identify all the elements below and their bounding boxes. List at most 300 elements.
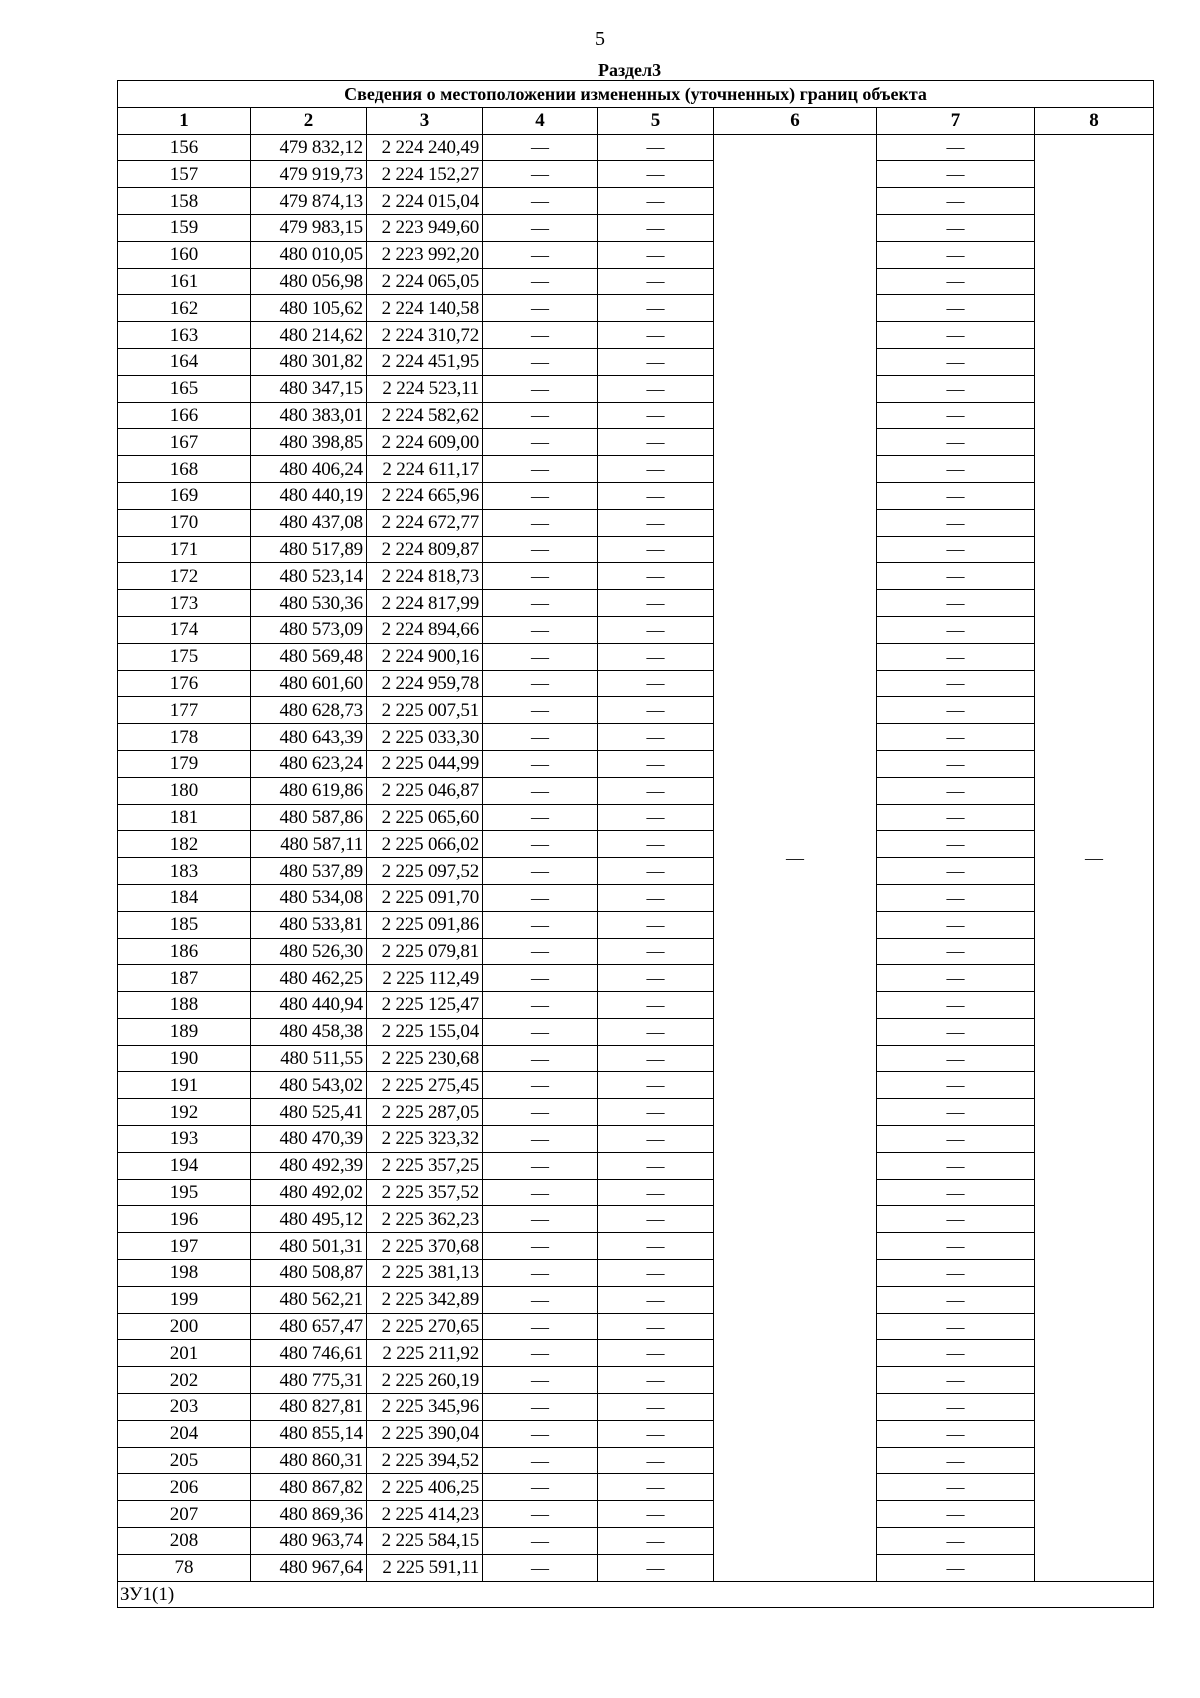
column-header: 4: [483, 107, 598, 134]
table-row: [118, 241, 1154, 268]
table-row: [118, 188, 1154, 215]
y-coordinate-cell: 2 224 894,66: [367, 616, 483, 643]
col5-dash-cell: —: [598, 1260, 714, 1287]
x-coordinate-cell: 480 530,36: [251, 590, 367, 617]
x-coordinate-cell: 480 746,61: [251, 1340, 367, 1367]
table-row: [118, 1501, 1154, 1528]
y-coordinate-cell: 2 225 414,23: [367, 1501, 483, 1528]
col4-dash-cell: —: [483, 1233, 598, 1260]
x-coordinate-cell: 480 623,24: [251, 750, 367, 777]
point-number-cell: 178: [118, 724, 251, 751]
col5-dash-cell: —: [598, 456, 714, 483]
col5-dash-cell: —: [598, 1286, 714, 1313]
table-row: [118, 268, 1154, 295]
col7-dash-cell: —: [877, 1152, 1035, 1179]
point-number-cell: 194: [118, 1152, 251, 1179]
y-coordinate-cell: 2 225 357,25: [367, 1152, 483, 1179]
point-number-cell: 204: [118, 1420, 251, 1447]
y-coordinate-cell: 2 224 809,87: [367, 536, 483, 563]
table-row: [118, 911, 1154, 938]
col7-dash-cell: —: [877, 188, 1035, 215]
table-row: [118, 831, 1154, 858]
col7-dash-cell: —: [877, 456, 1035, 483]
col4-dash-cell: —: [483, 429, 598, 456]
col5-dash-cell: —: [598, 777, 714, 804]
col4-dash-cell: —: [483, 348, 598, 375]
table-row: [118, 858, 1154, 885]
table-row: [118, 724, 1154, 751]
col5-dash-cell: —: [598, 1367, 714, 1394]
table-row: [118, 590, 1154, 617]
point-number-cell: 158: [118, 188, 251, 215]
col4-dash-cell: —: [483, 1206, 598, 1233]
x-coordinate-cell: 480 543,02: [251, 1072, 367, 1099]
col7-dash-cell: —: [877, 268, 1035, 295]
column-header: 8: [1035, 107, 1154, 134]
col7-dash-cell: —: [877, 1394, 1035, 1421]
table-row: [118, 1018, 1154, 1045]
y-coordinate-cell: 2 225 033,30: [367, 724, 483, 751]
col5-dash-cell: —: [598, 509, 714, 536]
point-number-cell: 169: [118, 482, 251, 509]
col4-dash-cell: —: [483, 1394, 598, 1421]
point-number-cell: 172: [118, 563, 251, 590]
y-coordinate-cell: 2 225 066,02: [367, 831, 483, 858]
col5-dash-cell: —: [598, 1501, 714, 1528]
y-coordinate-cell: 2 225 584,15: [367, 1528, 483, 1555]
col7-dash-cell: —: [877, 1367, 1035, 1394]
point-number-cell: 186: [118, 938, 251, 965]
col7-dash-cell: —: [877, 1126, 1035, 1153]
col4-dash-cell: —: [483, 1528, 598, 1555]
x-coordinate-cell: 480 628,73: [251, 697, 367, 724]
point-number-cell: 188: [118, 992, 251, 1019]
col5-dash-cell: —: [598, 724, 714, 751]
col4-dash-cell: —: [483, 804, 598, 831]
y-coordinate-cell: 2 225 007,51: [367, 697, 483, 724]
x-coordinate-cell: 480 523,14: [251, 563, 367, 590]
x-coordinate-cell: 480 573,09: [251, 616, 367, 643]
y-coordinate-cell: 2 224 817,99: [367, 590, 483, 617]
y-coordinate-cell: 2 225 091,86: [367, 911, 483, 938]
column-header: 1: [118, 107, 251, 134]
point-number-cell: 179: [118, 750, 251, 777]
point-number-cell: 167: [118, 429, 251, 456]
col5-dash-cell: —: [598, 697, 714, 724]
point-number-cell: 181: [118, 804, 251, 831]
table-row: [118, 992, 1154, 1019]
col4-dash-cell: —: [483, 616, 598, 643]
table-row: [118, 1447, 1154, 1474]
col4-dash-cell: —: [483, 1179, 598, 1206]
y-coordinate-cell: 2 225 260,19: [367, 1367, 483, 1394]
point-number-cell: 175: [118, 643, 251, 670]
x-coordinate-cell: 480 010,05: [251, 241, 367, 268]
col7-dash-cell: —: [877, 214, 1035, 241]
table-row: [118, 643, 1154, 670]
point-number-cell: 162: [118, 295, 251, 322]
column-header: 2: [251, 107, 367, 134]
point-number-cell: 190: [118, 1045, 251, 1072]
section-title: Раздел3: [598, 60, 662, 80]
col7-dash-cell: —: [877, 1018, 1035, 1045]
y-coordinate-cell: 2 224 451,95: [367, 348, 483, 375]
col7-dash-cell: —: [877, 965, 1035, 992]
col5-dash-cell: —: [598, 804, 714, 831]
col5-dash-cell: —: [598, 188, 714, 215]
col7-dash-cell: —: [877, 509, 1035, 536]
x-coordinate-cell: 480 537,89: [251, 858, 367, 885]
col4-dash-cell: —: [483, 482, 598, 509]
point-number-cell: 199: [118, 1286, 251, 1313]
table-row: [118, 777, 1154, 804]
y-coordinate-cell: 2 225 370,68: [367, 1233, 483, 1260]
col4-dash-cell: —: [483, 965, 598, 992]
col4-dash-cell: —: [483, 724, 598, 751]
col7-dash-cell: —: [877, 1286, 1035, 1313]
table-row: [118, 563, 1154, 590]
col5-dash-cell: —: [598, 134, 714, 161]
col7-dash-cell: —: [877, 1313, 1035, 1340]
col7-dash-cell: —: [877, 1420, 1035, 1447]
col7-dash-cell: —: [877, 1072, 1035, 1099]
y-coordinate-cell: 2 225 591,11: [367, 1554, 483, 1581]
table-row: [118, 214, 1154, 241]
col5-dash-cell: —: [598, 1179, 714, 1206]
x-coordinate-cell: 480 492,02: [251, 1179, 367, 1206]
col4-dash-cell: —: [483, 1045, 598, 1072]
col4-dash-cell: —: [483, 1420, 598, 1447]
x-coordinate-cell: 480 525,41: [251, 1099, 367, 1126]
y-coordinate-cell: 2 224 818,73: [367, 563, 483, 590]
y-coordinate-cell: 2 224 665,96: [367, 482, 483, 509]
col4-dash-cell: —: [483, 1367, 598, 1394]
y-coordinate-cell: 2 224 240,49: [367, 134, 483, 161]
x-coordinate-cell: 480 492,39: [251, 1152, 367, 1179]
x-coordinate-cell: 480 657,47: [251, 1313, 367, 1340]
col5-dash-cell: —: [598, 750, 714, 777]
table-row: [118, 1313, 1154, 1340]
table-row: [118, 456, 1154, 483]
col4-dash-cell: —: [483, 1447, 598, 1474]
table-row: [118, 1099, 1154, 1126]
x-coordinate-cell: 480 517,89: [251, 536, 367, 563]
col4-dash-cell: —: [483, 322, 598, 349]
x-coordinate-cell: 480 827,81: [251, 1394, 367, 1421]
point-number-cell: 185: [118, 911, 251, 938]
col5-dash-cell: —: [598, 1233, 714, 1260]
col7-dash-cell: —: [877, 241, 1035, 268]
table-row: [118, 1260, 1154, 1287]
point-number-cell: 180: [118, 777, 251, 804]
table-row: [118, 1233, 1154, 1260]
col5-dash-cell: —: [598, 1528, 714, 1555]
point-number-cell: 161: [118, 268, 251, 295]
x-coordinate-cell: 480 643,39: [251, 724, 367, 751]
point-number-cell: 177: [118, 697, 251, 724]
y-coordinate-cell: 2 225 091,70: [367, 884, 483, 911]
col7-dash-cell: —: [877, 1554, 1035, 1581]
y-coordinate-cell: 2 225 357,52: [367, 1179, 483, 1206]
y-coordinate-cell: 2 224 310,72: [367, 322, 483, 349]
col5-dash-cell: —: [598, 858, 714, 885]
col4-dash-cell: —: [483, 643, 598, 670]
point-number-cell: 201: [118, 1340, 251, 1367]
point-number-cell: 163: [118, 322, 251, 349]
col5-dash-cell: —: [598, 1340, 714, 1367]
table-row: [118, 1340, 1154, 1367]
col4-dash-cell: —: [483, 214, 598, 241]
x-coordinate-cell: 479 832,12: [251, 134, 367, 161]
col5-dash-cell: —: [598, 1313, 714, 1340]
point-number-cell: 191: [118, 1072, 251, 1099]
col4-dash-cell: —: [483, 456, 598, 483]
col6-merged-cell: —: [714, 134, 877, 1581]
col4-dash-cell: —: [483, 1152, 598, 1179]
col5-dash-cell: —: [598, 214, 714, 241]
footer-row: [118, 1581, 1154, 1608]
x-coordinate-cell: 480 437,08: [251, 509, 367, 536]
point-number-cell: 165: [118, 375, 251, 402]
point-number-cell: 200: [118, 1313, 251, 1340]
table-row: [118, 750, 1154, 777]
col7-dash-cell: —: [877, 375, 1035, 402]
col4-dash-cell: —: [483, 188, 598, 215]
col7-dash-cell: —: [877, 429, 1035, 456]
y-coordinate-cell: 2 224 523,11: [367, 375, 483, 402]
table-row: [118, 1394, 1154, 1421]
column-header-row: [118, 107, 1154, 134]
y-coordinate-cell: 2 225 270,65: [367, 1313, 483, 1340]
y-coordinate-cell: 2 225 390,04: [367, 1420, 483, 1447]
point-number-cell: 206: [118, 1474, 251, 1501]
col4-dash-cell: —: [483, 1099, 598, 1126]
col7-dash-cell: —: [877, 858, 1035, 885]
col4-dash-cell: —: [483, 858, 598, 885]
table-body: [118, 134, 1154, 1581]
col4-dash-cell: —: [483, 590, 598, 617]
x-coordinate-cell: 480 301,82: [251, 348, 367, 375]
col7-dash-cell: —: [877, 536, 1035, 563]
table-row: [118, 1554, 1154, 1581]
col7-dash-cell: —: [877, 697, 1035, 724]
col5-dash-cell: —: [598, 831, 714, 858]
x-coordinate-cell: 480 462,25: [251, 965, 367, 992]
point-number-cell: 164: [118, 348, 251, 375]
col4-dash-cell: —: [483, 1313, 598, 1340]
col7-dash-cell: —: [877, 1045, 1035, 1072]
table-row: [118, 965, 1154, 992]
col4-dash-cell: —: [483, 1286, 598, 1313]
column-header: 7: [877, 107, 1035, 134]
table-row: [118, 616, 1154, 643]
table-row: [118, 482, 1154, 509]
col5-dash-cell: —: [598, 1152, 714, 1179]
col8-merged-cell: —: [1035, 134, 1154, 1581]
y-coordinate-cell: 2 225 323,32: [367, 1126, 483, 1153]
point-number-cell: 159: [118, 214, 251, 241]
point-number-cell: 184: [118, 884, 251, 911]
point-number-cell: 189: [118, 1018, 251, 1045]
col5-dash-cell: —: [598, 161, 714, 188]
parcel-label: ЗУ1(1): [118, 1581, 1154, 1608]
y-coordinate-cell: 2 225 155,04: [367, 1018, 483, 1045]
table-row: [118, 1474, 1154, 1501]
col7-dash-cell: —: [877, 1340, 1035, 1367]
table-row: [118, 697, 1154, 724]
point-number-cell: 203: [118, 1394, 251, 1421]
col4-dash-cell: —: [483, 697, 598, 724]
y-coordinate-cell: 2 225 394,52: [367, 1447, 483, 1474]
table-row: [118, 375, 1154, 402]
col5-dash-cell: —: [598, 1206, 714, 1233]
col5-dash-cell: —: [598, 1474, 714, 1501]
x-coordinate-cell: 480 501,31: [251, 1233, 367, 1260]
x-coordinate-cell: 479 919,73: [251, 161, 367, 188]
col7-dash-cell: —: [877, 804, 1035, 831]
col5-dash-cell: —: [598, 402, 714, 429]
table-row: [118, 402, 1154, 429]
page-number: 5: [595, 28, 605, 50]
column-header: 6: [714, 107, 877, 134]
col7-dash-cell: —: [877, 161, 1035, 188]
x-coordinate-cell: 480 867,82: [251, 1474, 367, 1501]
col5-dash-cell: —: [598, 965, 714, 992]
table-row: [118, 938, 1154, 965]
x-coordinate-cell: 480 526,30: [251, 938, 367, 965]
col4-dash-cell: —: [483, 563, 598, 590]
col5-dash-cell: —: [598, 1018, 714, 1045]
table-row: [118, 509, 1154, 536]
col7-dash-cell: —: [877, 643, 1035, 670]
col4-dash-cell: —: [483, 134, 598, 161]
col4-dash-cell: —: [483, 509, 598, 536]
col5-dash-cell: —: [598, 992, 714, 1019]
table-row: [118, 134, 1154, 161]
x-coordinate-cell: 480 775,31: [251, 1367, 367, 1394]
col4-dash-cell: —: [483, 777, 598, 804]
col4-dash-cell: —: [483, 295, 598, 322]
point-number-cell: 160: [118, 241, 251, 268]
table-title: Сведения о местоположении измененных (уточненных) границ объекта: [118, 81, 1154, 108]
x-coordinate-cell: 480 406,24: [251, 456, 367, 483]
table-row: [118, 1367, 1154, 1394]
x-coordinate-cell: 480 495,12: [251, 1206, 367, 1233]
col7-dash-cell: —: [877, 750, 1035, 777]
table-row: [118, 804, 1154, 831]
x-coordinate-cell: 480 534,08: [251, 884, 367, 911]
y-coordinate-cell: 2 225 079,81: [367, 938, 483, 965]
x-coordinate-cell: 480 562,21: [251, 1286, 367, 1313]
table-row: [118, 536, 1154, 563]
point-number-cell: 171: [118, 536, 251, 563]
point-number-cell: 207: [118, 1501, 251, 1528]
col5-dash-cell: —: [598, 563, 714, 590]
x-coordinate-cell: 480 214,62: [251, 322, 367, 349]
col5-dash-cell: —: [598, 429, 714, 456]
point-number-cell: 202: [118, 1367, 251, 1394]
x-coordinate-cell: 480 470,39: [251, 1126, 367, 1153]
x-coordinate-cell: 480 587,11: [251, 831, 367, 858]
table-row: [118, 1286, 1154, 1313]
y-coordinate-cell: 2 224 582,62: [367, 402, 483, 429]
point-number-cell: 166: [118, 402, 251, 429]
point-number-cell: 198: [118, 1260, 251, 1287]
coordinates-table: [117, 80, 1154, 1608]
x-coordinate-cell: 480 508,87: [251, 1260, 367, 1287]
x-coordinate-cell: 480 347,15: [251, 375, 367, 402]
col7-dash-cell: —: [877, 1179, 1035, 1206]
table-row: [118, 1528, 1154, 1555]
x-coordinate-cell: 480 869,36: [251, 1501, 367, 1528]
y-coordinate-cell: 2 224 140,58: [367, 295, 483, 322]
x-coordinate-cell: 480 398,85: [251, 429, 367, 456]
col7-dash-cell: —: [877, 992, 1035, 1019]
point-number-cell: 156: [118, 134, 251, 161]
x-coordinate-cell: 480 440,19: [251, 482, 367, 509]
col4-dash-cell: —: [483, 536, 598, 563]
y-coordinate-cell: 2 224 900,16: [367, 643, 483, 670]
col5-dash-cell: —: [598, 1126, 714, 1153]
col5-dash-cell: —: [598, 375, 714, 402]
col5-dash-cell: —: [598, 348, 714, 375]
x-coordinate-cell: 480 963,74: [251, 1528, 367, 1555]
col5-dash-cell: —: [598, 322, 714, 349]
table-row: [118, 1206, 1154, 1233]
point-number-cell: 197: [118, 1233, 251, 1260]
col4-dash-cell: —: [483, 1474, 598, 1501]
col7-dash-cell: —: [877, 1528, 1035, 1555]
col7-dash-cell: —: [877, 322, 1035, 349]
col7-dash-cell: —: [877, 348, 1035, 375]
point-number-cell: 193: [118, 1126, 251, 1153]
x-coordinate-cell: 479 983,15: [251, 214, 367, 241]
y-coordinate-cell: 2 225 211,92: [367, 1340, 483, 1367]
point-number-cell: 78: [118, 1554, 251, 1581]
y-coordinate-cell: 2 225 345,96: [367, 1394, 483, 1421]
point-number-cell: 208: [118, 1528, 251, 1555]
col5-dash-cell: —: [598, 1394, 714, 1421]
col4-dash-cell: —: [483, 1340, 598, 1367]
x-coordinate-cell: 479 874,13: [251, 188, 367, 215]
col7-dash-cell: —: [877, 482, 1035, 509]
col7-dash-cell: —: [877, 831, 1035, 858]
col5-dash-cell: —: [598, 295, 714, 322]
col5-dash-cell: —: [598, 482, 714, 509]
y-coordinate-cell: 2 225 112,49: [367, 965, 483, 992]
x-coordinate-cell: 480 533,81: [251, 911, 367, 938]
col7-dash-cell: —: [877, 1501, 1035, 1528]
y-coordinate-cell: 2 225 381,13: [367, 1260, 483, 1287]
col4-dash-cell: —: [483, 1501, 598, 1528]
col4-dash-cell: —: [483, 375, 598, 402]
col4-dash-cell: —: [483, 1554, 598, 1581]
table-row: [118, 348, 1154, 375]
col4-dash-cell: —: [483, 831, 598, 858]
col7-dash-cell: —: [877, 1447, 1035, 1474]
x-coordinate-cell: 480 967,64: [251, 1554, 367, 1581]
table-row: [118, 1179, 1154, 1206]
y-coordinate-cell: 2 225 046,87: [367, 777, 483, 804]
y-coordinate-cell: 2 223 992,20: [367, 241, 483, 268]
col7-dash-cell: —: [877, 938, 1035, 965]
col7-dash-cell: —: [877, 1233, 1035, 1260]
point-number-cell: 196: [118, 1206, 251, 1233]
col5-dash-cell: —: [598, 241, 714, 268]
y-coordinate-cell: 2 224 152,27: [367, 161, 483, 188]
y-coordinate-cell: 2 225 362,23: [367, 1206, 483, 1233]
table-row: [118, 1072, 1154, 1099]
